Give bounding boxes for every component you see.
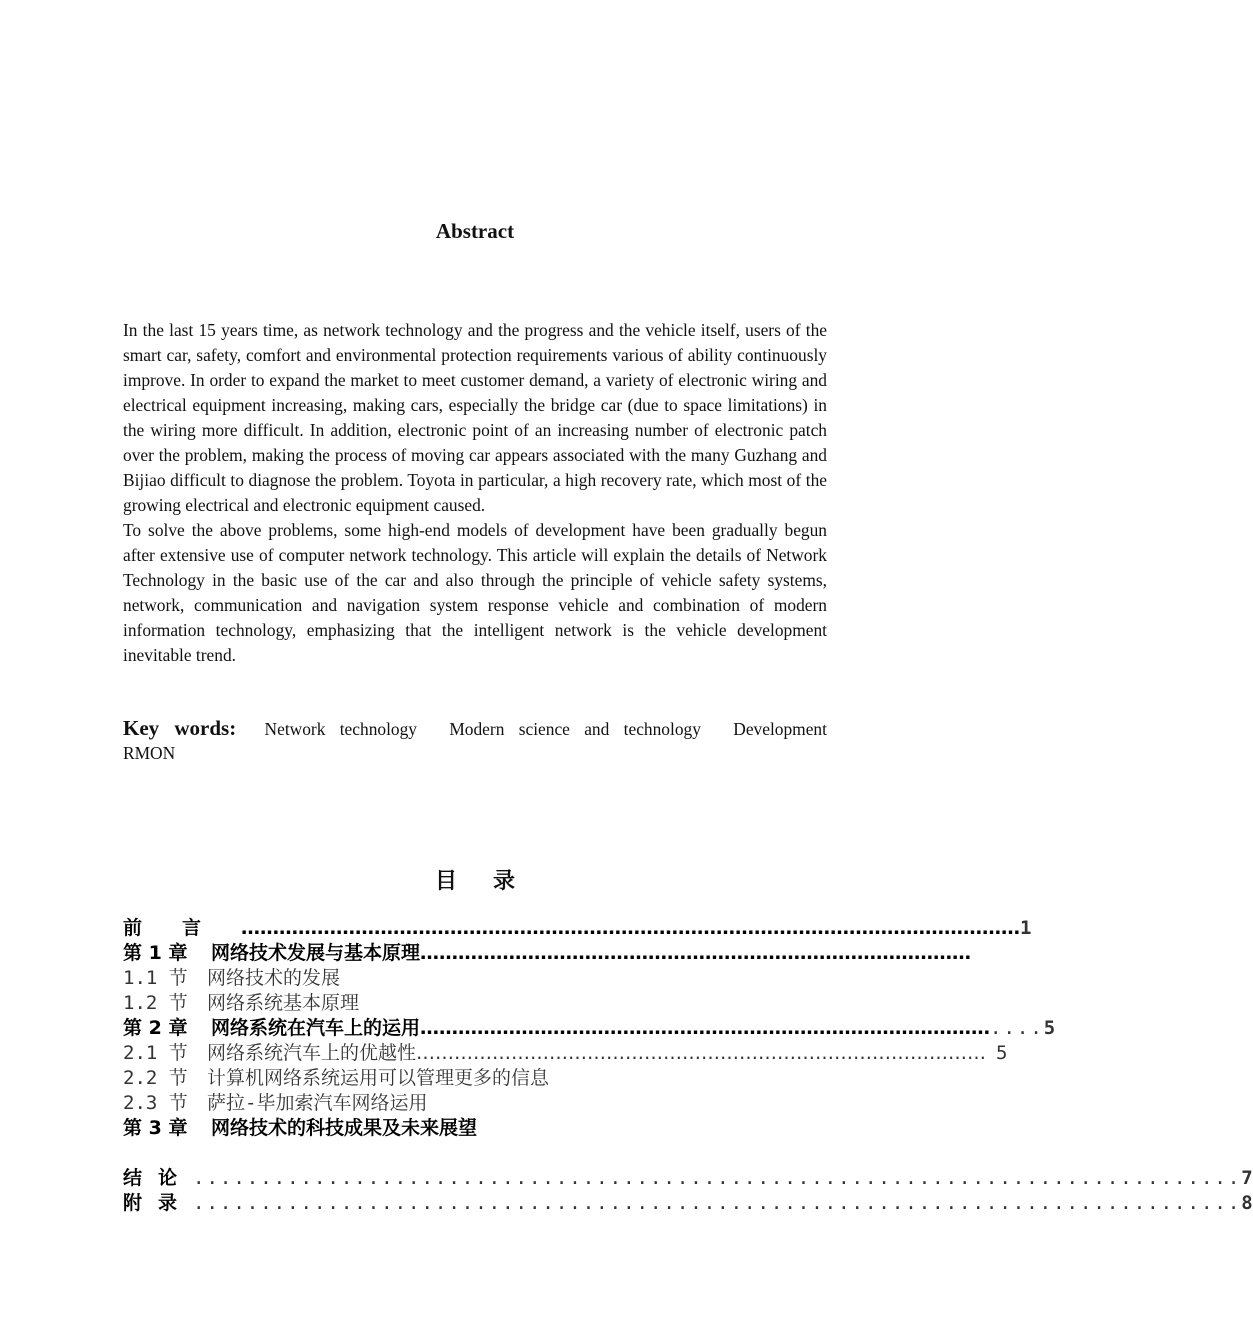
keyword-item: Modern science and technology (449, 719, 701, 739)
toc-entry-label (123, 966, 340, 991)
toc-entry-label (123, 941, 420, 966)
table-of-contents (123, 916, 1253, 1216)
toc-entry-label (123, 1016, 420, 1041)
toc-entry-number: 1.2 节 (123, 992, 188, 1014)
toc-leader: .............................................................................. (193, 1192, 1242, 1214)
toc-entry[interactable] (123, 1116, 828, 1141)
toc-entry-number: 1.1 节 (123, 967, 188, 989)
toc-entry-label (123, 991, 359, 1016)
toc-entry[interactable] (123, 1066, 828, 1091)
toc-entry-number: 2.2 节 (123, 1067, 188, 1089)
keyword-item: Development (733, 719, 827, 739)
keyword-item: Network technology (264, 719, 417, 739)
toc-entry-title: 网络系统基本原理 (207, 992, 360, 1014)
toc-entry-number: 第 2 章 (123, 1017, 188, 1039)
toc-entry[interactable] (123, 991, 828, 1016)
toc-entry[interactable] (123, 1041, 1008, 1066)
toc-entry-number: 2.3 节 (123, 1092, 188, 1114)
toc-entry-title: 网络技术的科技成果及未来展望 (211, 1117, 478, 1139)
keywords-label: Key words: (123, 716, 237, 740)
toc-leader: .............................................................................. (193, 1167, 1242, 1189)
toc-entry-title: 网络系统在汽车上的运用 (211, 1017, 421, 1039)
toc-entry-title: 网络技术发展与基本原理 (211, 942, 421, 964)
abstract-paragraph-2: To solve the above problems, some high-end models of development have been gradually begun after extensive use of computer network technology. This article will explain the details of Network Technology in the basic use of the car and also through the principle of vehicle safety systems, network, communication and navigation system response vehicle and combination of modern information technology, emphasizing that the intelligent network is the vehicle development inevitable trend. (123, 520, 827, 665)
toc-leader: ……………………………………………………………………………… (416, 1042, 987, 1064)
keywords-line (123, 716, 827, 742)
toc-entry[interactable] (123, 1191, 1253, 1216)
toc-entry-label: 前言 (123, 917, 242, 939)
toc-spacer (123, 1141, 828, 1166)
toc-title: 目录 (434, 869, 551, 894)
toc-entry-number: 第 3 章 (123, 1117, 188, 1139)
toc-page-number: 7 (1241, 1167, 1253, 1189)
toc-entry-label (123, 1066, 549, 1091)
toc-entry-title: 计算机网络系统运用可以管理更多的信息 (207, 1067, 550, 1089)
toc-leader: ……………………………………………………………………………….... (420, 1017, 1044, 1039)
toc-leader: …………………………………………………………………………… (420, 942, 972, 964)
toc-entry-label: 附录 (123, 1192, 194, 1214)
toc-entry[interactable] (123, 941, 972, 966)
toc-entry[interactable] (123, 1091, 828, 1116)
toc-page-number: 5 (1043, 1017, 1056, 1039)
toc-entry-label: 结论 (123, 1167, 194, 1189)
toc-entry-label (123, 1041, 416, 1066)
abstract-body (123, 318, 827, 668)
toc-page-number: 8 (1241, 1192, 1253, 1214)
toc-entry-title: 网络系统汽车上的优越性 (207, 1042, 417, 1064)
toc-page-number: 1 (1020, 917, 1032, 939)
toc-entry[interactable] (123, 966, 828, 991)
toc-entry-number: 2.1 节 (123, 1042, 188, 1064)
toc-entry[interactable] (123, 916, 1032, 941)
toc-leader: …………………………………………………………………………………………………………… (241, 917, 1021, 939)
abstract-title: Abstract (435, 219, 515, 243)
toc-page-number: 5 (996, 1042, 1008, 1064)
toc-entry-title: 网络技术的发展 (207, 967, 341, 989)
abstract-paragraph-1: In the last 15 years time, as network technology and the progress and the vehicle itself, users of the smart car, safety, comfort and environmental protection requirements various of ability continuously improve. In order to expand the market to meet customer demand, a variety of electronic wiring and electrical equipment increasing, making cars, especially the bridge car (due to space limitations) in the wiring more difficult. In addition, electronic point of an increasing number of electronic patch over the problem, making the process of moving car appears associated with the many Guzhang and Bijiao difficult to diagnose the problem. Toyota in particular, a high recovery rate, which most of the growing electrical and electronic equipment caused. (123, 320, 827, 515)
toc-entry-number: 第 1 章 (123, 942, 188, 964)
toc-entry-label (123, 1116, 477, 1141)
toc-entry[interactable] (123, 1016, 1056, 1041)
keyword-item: RMON (123, 743, 176, 763)
toc-entry-title: 萨拉-毕加索汽车网络运用 (207, 1092, 428, 1114)
toc-entry[interactable] (123, 1166, 1253, 1191)
toc-entry-label (123, 1091, 427, 1116)
